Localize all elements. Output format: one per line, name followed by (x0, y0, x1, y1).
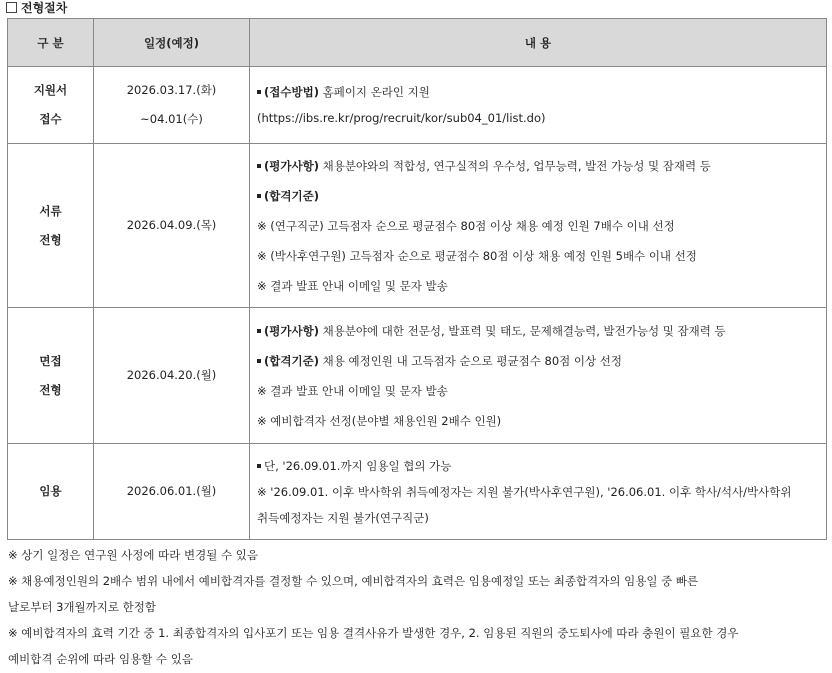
table-row (8, 144, 827, 308)
table-header-row (8, 19, 827, 67)
category-text: 전형 (39, 232, 62, 247)
content-label: (합격기준) (264, 188, 319, 203)
content-line (257, 79, 826, 105)
content-line (257, 479, 826, 505)
schedule-date: 2026.06.01.(월) (126, 484, 217, 498)
square-bullet-icon (257, 194, 261, 198)
content-line (257, 271, 826, 301)
content-text: 취득예정자는 지원 불가(연구직군) (257, 510, 429, 525)
row-schedule (94, 444, 250, 540)
table-row (8, 67, 827, 144)
square-bullet-icon (257, 164, 261, 168)
content-text: ※ '26.09.01. 이후 박사학위 취득예정자는 지원 불가(박사후연구원), '26.06.01. 이후 학사/석사/박사학위 (257, 484, 792, 499)
row-schedule (94, 308, 250, 444)
header-content: 내 용 (250, 19, 827, 67)
square-bullet-icon (257, 329, 261, 333)
content-text: 채용 예정인원 내 고득점자 순으로 평균점수 80점 이상 선정 (318, 353, 622, 368)
row-category (8, 144, 94, 308)
category-text: 서류 (39, 203, 62, 218)
content-text: ※ 결과 발표 안내 이메일 및 문자 발송 (257, 383, 448, 398)
category-text: 임용 (39, 484, 62, 498)
table-row (8, 308, 827, 444)
note-line: 날로부터 3개월까지로 한정함 (8, 600, 156, 614)
square-bullet-icon (257, 90, 261, 94)
category-text: 전형 (39, 382, 62, 397)
content-label: (평가사항) (264, 323, 319, 338)
content-text: (https://ibs.re.kr/prog/recruit/kor/sub04_01/list.do) (257, 111, 546, 125)
schedule-date: ~04.01(수) (140, 112, 203, 126)
content-text: 채용분야에 대한 전문성, 발표력 및 태도, 문제해결능력, 발전가능성 및 잠재력 등 (318, 323, 726, 338)
content-line (257, 151, 826, 181)
content-line (257, 376, 826, 406)
content-text: 단, '26.09.01.까지 임용일 협의 가능 (264, 458, 452, 473)
table-row (8, 444, 827, 540)
notes (8, 542, 828, 672)
row-category (8, 444, 94, 540)
content-label: (평가사항) (264, 158, 319, 173)
schedule-date: 2026.04.09.(목) (126, 218, 217, 232)
content-line (257, 181, 826, 211)
checkbox-square-icon (6, 2, 17, 13)
content-text: 홈페이지 온라인 지원 (318, 85, 430, 99)
row-schedule (94, 67, 250, 144)
row-content (250, 144, 827, 308)
row-content (250, 308, 827, 444)
content-line (257, 346, 826, 376)
header-category: 구 분 (8, 19, 94, 67)
schedule-date: 2026.03.17.(화) (126, 83, 217, 97)
row-category (8, 67, 94, 144)
note-line: ※ 상기 일정은 연구원 사정에 따라 변경될 수 있음 (8, 548, 258, 562)
content-line (257, 105, 826, 131)
category-text: 접수 (39, 112, 62, 126)
note-line: ※ 채용예정인원의 2배수 범위 내에서 예비합격자를 결정할 수 있으며, 예비합격자의 효력은 임용예정일 또는 최종합격자의 임용일 중 빠른 (8, 574, 699, 588)
content-line (257, 211, 826, 241)
header-schedule: 일정(예정) (94, 19, 250, 67)
category-text: 면접 (39, 353, 62, 368)
note-line: ※ 예비합격자의 효력 기간 중 1. 최종합격자의 입사포기 또는 임용 결격사유가 발생한 경우, 2. 임용된 직원의 중도퇴사에 따라 충원이 필요한 경우 (8, 626, 739, 640)
schedule-date: 2026.04.20.(월) (126, 368, 217, 382)
section-heading (6, 0, 67, 16)
content-line (257, 406, 826, 436)
content-line (257, 505, 826, 531)
row-content (250, 444, 827, 540)
row-content (250, 67, 827, 144)
content-line (257, 241, 826, 271)
content-text: ※ 예비합격자 선정(분야별 채용인원 2배수 인원) (257, 413, 502, 428)
schedule-table (7, 18, 827, 540)
row-category (8, 308, 94, 444)
content-label: (합격기준) (264, 353, 319, 368)
content-text: ※ (박사후연구원) 고득점자 순으로 평균점수 80점 이상 채용 예정 인원 5배수 이내 선정 (257, 248, 697, 263)
content-text: ※ 결과 발표 안내 이메일 및 문자 발송 (257, 278, 448, 293)
content-text: ※ (연구직군) 고득점자 순으로 평균점수 80점 이상 채용 예정 인원 7배수 이내 선정 (257, 218, 675, 233)
content-label: (접수방법) (264, 85, 319, 99)
content-line (257, 453, 826, 479)
content-line (257, 316, 826, 346)
section-heading-text: 전형절차 (21, 1, 68, 15)
note-line: 예비합격 순위에 따라 임용할 수 있음 (8, 652, 193, 666)
row-schedule (94, 144, 250, 308)
category-text: 지원서 (33, 83, 68, 97)
square-bullet-icon (257, 464, 261, 468)
square-bullet-icon (257, 359, 261, 363)
content-text: 채용분야와의 적합성, 연구실적의 우수성, 업무능력, 발전 가능성 및 잠재력 등 (318, 158, 711, 173)
